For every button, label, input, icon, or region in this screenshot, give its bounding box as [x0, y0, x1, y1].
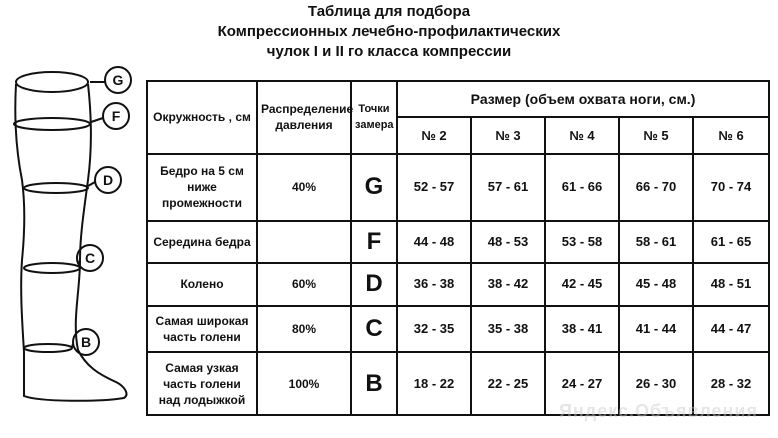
size-value: 44 - 47 — [693, 306, 769, 353]
leg-diagram — [0, 60, 150, 438]
size-value: 24 - 27 — [545, 352, 619, 415]
size-value: 42 - 45 — [545, 263, 619, 306]
table-row — [147, 263, 769, 306]
row-label: Бедро на 5 см ниже промежности — [147, 154, 257, 221]
row-pressure: 100% — [257, 352, 351, 415]
size-value: 18 - 22 — [397, 352, 471, 415]
row-point: B — [351, 352, 397, 415]
size-table — [146, 80, 770, 416]
row-pressure: 80% — [257, 306, 351, 353]
table-row — [147, 306, 769, 353]
header-circumference: Окружность , см — [147, 81, 257, 154]
row-pressure: 40% — [257, 154, 351, 221]
size-header: № 2 — [397, 117, 471, 153]
row-point: C — [351, 306, 397, 353]
label-f: F — [111, 108, 121, 124]
size-header: № 6 — [693, 117, 769, 153]
row-label: Самая широкая часть голени — [147, 306, 257, 353]
measure-ring-b — [24, 344, 72, 352]
label-b: B — [80, 334, 92, 350]
row-point: D — [351, 263, 397, 306]
size-value: 26 - 30 — [619, 352, 693, 415]
size-value: 48 - 51 — [693, 263, 769, 306]
row-label: Колено — [147, 263, 257, 306]
table-row — [147, 221, 769, 264]
size-value: 22 - 25 — [471, 352, 545, 415]
title-line-3: чулок I и II го класса компрессии — [266, 43, 512, 60]
header-points: Точки замера — [351, 81, 397, 154]
measure-ring-g — [16, 72, 88, 92]
size-value: 53 - 58 — [545, 221, 619, 264]
size-header: № 3 — [471, 117, 545, 153]
measure-ring-f — [14, 118, 90, 130]
size-header: № 4 — [545, 117, 619, 153]
title-line-1: Таблица для подбора — [307, 3, 471, 20]
size-value: 48 - 53 — [471, 221, 545, 264]
row-pressure: 60% — [257, 263, 351, 306]
size-value: 45 - 48 — [619, 263, 693, 306]
size-header: № 5 — [619, 117, 693, 153]
label-c: C — [84, 250, 96, 266]
size-value: 35 - 38 — [471, 306, 545, 353]
size-value: 58 - 61 — [619, 221, 693, 264]
label-g: G — [112, 72, 124, 88]
size-value: 32 - 35 — [397, 306, 471, 353]
size-value: 66 - 70 — [619, 154, 693, 221]
size-value: 38 - 42 — [471, 263, 545, 306]
size-value: 36 - 38 — [397, 263, 471, 306]
title-line-2: Компрессионных лечебно-профилактических — [217, 23, 561, 40]
size-value: 44 - 48 — [397, 221, 471, 264]
size-value: 61 - 66 — [545, 154, 619, 221]
table-row — [147, 154, 769, 221]
size-value: 70 - 74 — [693, 154, 769, 221]
measure-ring-c — [24, 263, 80, 273]
size-value: 41 - 44 — [619, 306, 693, 353]
size-value: 38 - 41 — [545, 306, 619, 353]
measure-ring-d — [24, 183, 88, 193]
header-size-group: Размер (объем охвата ноги, см.) — [397, 81, 769, 117]
row-label: Середина бедра — [147, 221, 257, 264]
size-value: 57 - 61 — [471, 154, 545, 221]
size-value: 28 - 32 — [693, 352, 769, 415]
watermark: Яндекс.Объявления — [558, 401, 758, 421]
header-distribution: Распределение давления — [257, 81, 351, 154]
size-value: 52 - 57 — [397, 154, 471, 221]
size-value: 61 - 65 — [693, 221, 769, 264]
label-d: D — [102, 172, 114, 188]
row-point: G — [351, 154, 397, 221]
row-pressure — [257, 221, 351, 264]
row-label: Самая узкая часть голени над лодыжкой — [147, 352, 257, 415]
row-point: F — [351, 221, 397, 264]
